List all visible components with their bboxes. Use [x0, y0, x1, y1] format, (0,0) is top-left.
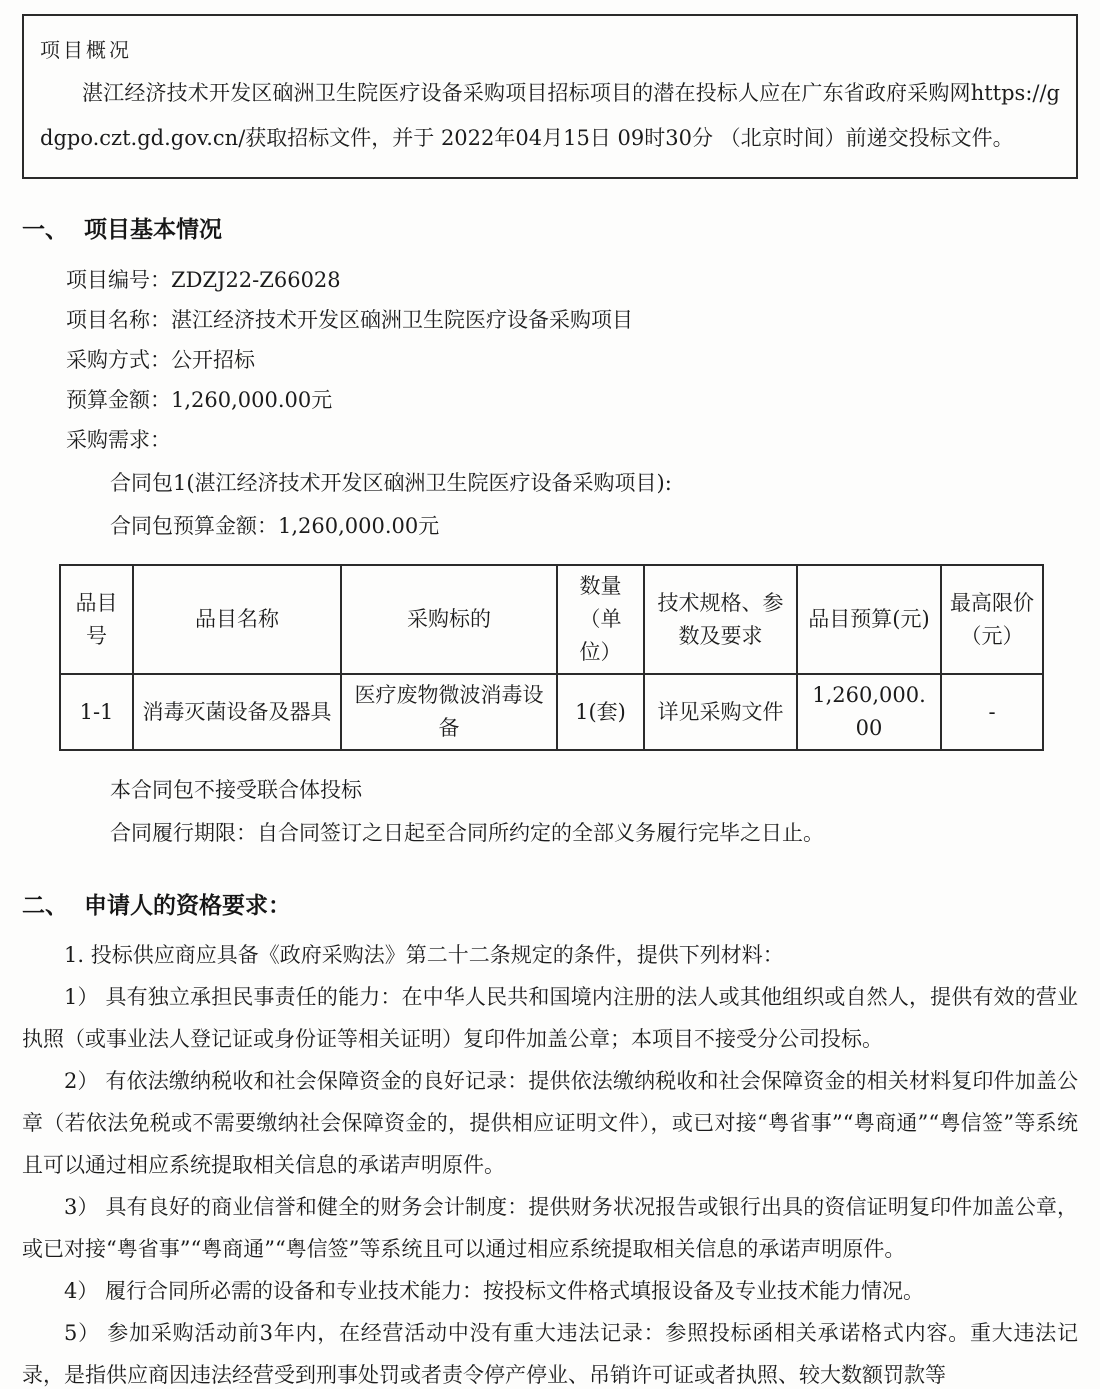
cell-quantity-unit: 1(套) [557, 674, 644, 750]
cell-item-no: 1-1 [60, 674, 133, 750]
header-item-budget: 品目预算(元) [797, 565, 941, 674]
contract-notes [110, 769, 1078, 855]
cell-item-name: 消毒灭菌设备及器具 [133, 674, 341, 750]
section1-heading [22, 211, 1078, 244]
header-procurement-target: 采购标的 [341, 565, 557, 674]
no-consortium-note: 本合同包不接受联合体投标 [110, 778, 362, 802]
table-row [60, 674, 1043, 750]
qualification-paragraph-intro: 1. 投标供应商应具备《政府采购法》第二十二条规定的条件，提供下列材料： [64, 943, 784, 967]
qualification-requirements [22, 934, 1078, 1389]
header-item-no: 品目号 [60, 565, 133, 674]
project-name-line [66, 300, 1078, 340]
procurement-method-label: 采购方式： [66, 348, 171, 372]
budget-amount-line [66, 380, 1078, 420]
cell-procurement-target: 医疗废物微波消毒设备 [341, 674, 557, 750]
header-max-price: 最高限价（元） [941, 565, 1043, 674]
overview-paragraph: 湛江经济技术开发区硇洲卫生院医疗设备采购项目招标项目的潜在投标人应在广东省政府采购网https://gdgpo.czt.gd.gov.cn/获取招标文件，并于 2022年04月15日 09时30分 （北京时间）前递交投标文件。 [40, 81, 1060, 150]
section1-number: 一、 [22, 216, 68, 243]
header-quantity-unit: 数量（单位） [557, 565, 644, 674]
section2-heading [22, 887, 1078, 920]
project-info-list [66, 260, 1078, 460]
section1-title: 项目基本情况 [84, 216, 222, 243]
budget-amount-label: 预算金额： [66, 388, 171, 412]
procurement-demand-label: 采购需求： [66, 428, 171, 452]
contract-package-budget: 合同包预算金额：1,260,000.00元 [110, 514, 440, 538]
procurement-items-table [59, 564, 1044, 751]
qualification-paragraph-3: 3） 具有良好的商业信誉和健全的财务会计制度：提供财务状况报告或银行出具的资信证明复印件加盖公章，或已对接“粤省事”“粤商通”“粤信签”等系统且可以通过相应系统提取相关信息的承诺声明原件。 [22, 1195, 1078, 1261]
table-header-row [60, 565, 1043, 674]
header-item-name: 品目名称 [133, 565, 341, 674]
qualification-paragraph-4: 4） 履行合同所必需的设备和专业技术能力：按投标文件格式填报设备及专业技术能力情况。 [64, 1279, 925, 1303]
header-tech-specs: 技术规格、参数及要求 [644, 565, 797, 674]
qualification-paragraph-5: 5） 参加采购活动前3年内，在经营活动中没有重大违法记录：参照投标函相关承诺格式内容。重大违法记录，是指供应商因违法经营受到刑事处罚或者责令停产停业、吊销许可证或者执照、较大数额罚款等 [22, 1321, 1078, 1387]
procurement-method-value: 公开招标 [171, 348, 255, 372]
section2-number: 二、 [22, 892, 68, 919]
project-overview-box [22, 14, 1078, 179]
overview-title: 项目概况 [40, 38, 132, 62]
procurement-method-line [66, 340, 1078, 380]
project-name-value: 湛江经济技术开发区硇洲卫生院医疗设备采购项目 [171, 308, 633, 332]
project-name-label: 项目名称： [66, 308, 171, 332]
cell-item-budget: 1,260,000.00 [797, 674, 941, 750]
budget-amount-value: 1,260,000.00元 [171, 388, 333, 412]
qualification-paragraph-1: 1） 具有独立承担民事责任的能力：在中华人民共和国境内注册的法人或其他组织或自然人，提供有效的营业执照（或事业法人登记证或身份证等相关证明）复印件加盖公章；本项目不接受分公司投标。 [22, 985, 1078, 1051]
project-number-value: ZDZJ22-Z66028 [171, 268, 341, 292]
contract-duration-note: 合同履行期限：自合同签订之日起至合同所约定的全部义务履行完毕之日止。 [110, 821, 824, 845]
qualification-paragraph-2: 2） 有依法缴纳税收和社会保障资金的良好记录：提供依法缴纳税收和社会保障资金的相关材料复印件加盖公章（若依法免税或不需要缴纳社会保障资金的，提供相应证明文件），或已对接“粤省事”“粤商通”“粤信签”等系统且可以通过相应系统提取相关信息的承诺声明原件。 [22, 1069, 1078, 1177]
project-number-line [66, 260, 1078, 300]
cell-max-price: - [941, 674, 1043, 750]
procurement-demand-line [66, 420, 1078, 460]
contract-package-title: 合同包1(湛江经济技术开发区硇洲卫生院医疗设备采购项目): [110, 471, 672, 495]
section2-title: 申请人的资格要求： [84, 892, 291, 919]
project-number-label: 项目编号： [66, 268, 171, 292]
contract-package-block [110, 462, 1078, 548]
cell-tech-specs: 详见采购文件 [644, 674, 797, 750]
